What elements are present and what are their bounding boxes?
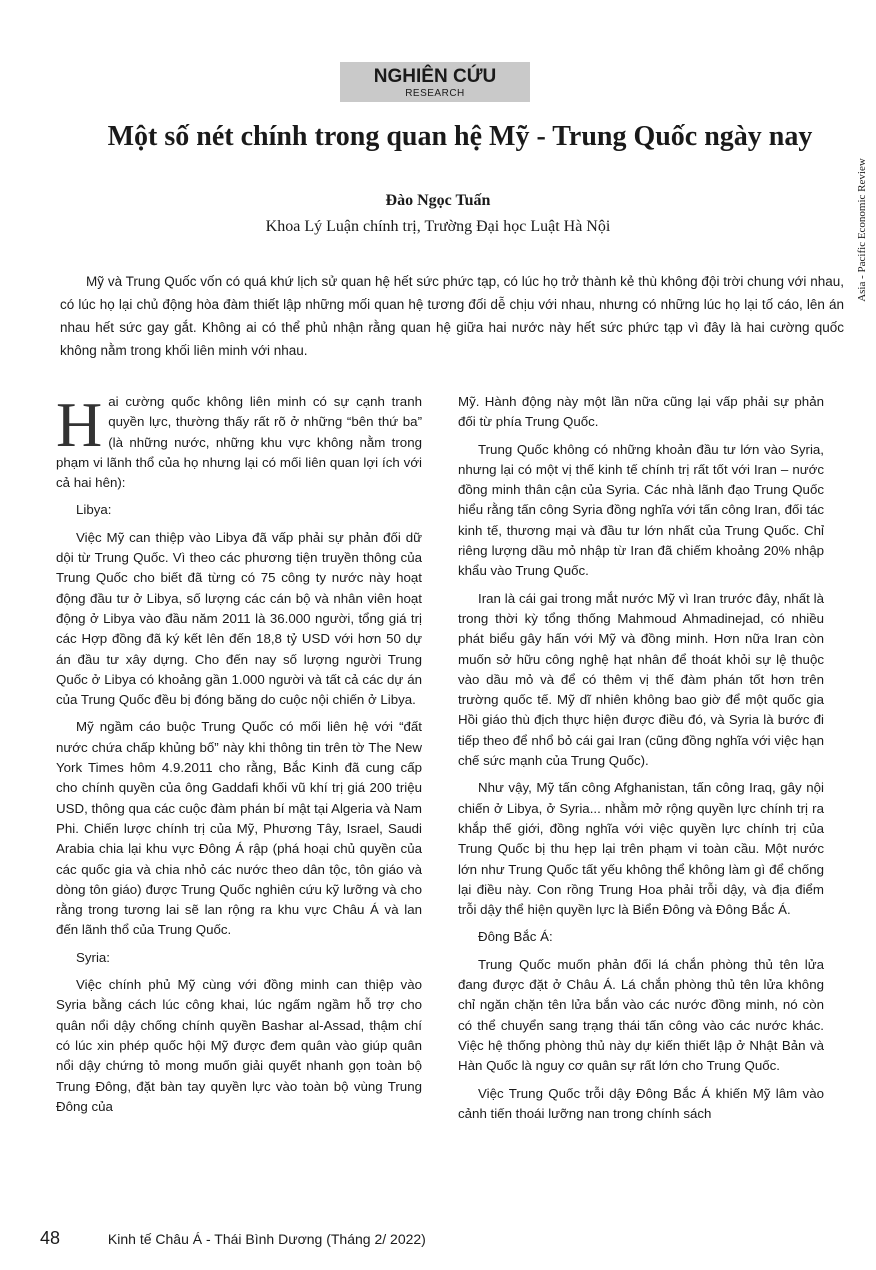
paragraph: Trung Quốc không có những khoản đầu tư lớn vào Syria, nhưng lại có một vị thế kinh tế chính trị rất tốt với Iran – nước đồng minh thân cận của Syria. Các nhà lãnh đạo Trung Quốc hiểu rằng tấn công Syria đồng nghĩa với tấn công Iran, đối tác kinh tế, thương mại và đầu tư lớn nhất của Trung Quốc. Chỉ riêng lượng dầu mỏ nhập từ Iran đã chiếm khoảng 20% nhập khẩu vào Trung Quốc. <box>458 441 824 579</box>
abstract: Mỹ và Trung Quốc vốn có quá khứ lịch sử quan hệ hết sức phức tạp, có lúc họ trở thành kẻ thù không đội trời chung với nhau, có lúc họ lại chủ động hòa đàm thiết lập những mối quan hệ tương đối dễ chịu với nhau, nhưng có những lúc họ lại tố cáo, lên án nhau hết sức gay gắt. Không ai có thể phủ nhận rằng quan hệ giữa hai nước này hết sức phức tạp vì đây là hai cường quốc không nằm trong khối liên minh với nhau. <box>60 274 844 358</box>
paragraph: Việc Trung Quốc trỗi dậy Đông Bắc Á khiến Mỹ lâm vào cảnh tiến thoái lưỡng nan trong chính sách <box>458 1085 824 1121</box>
author-affiliation: Khoa Lý Luận chính trị, Trường Đại học Luật Hà Nội <box>265 218 611 235</box>
paragraph <box>56 389 422 493</box>
paragraph: Việc chính phủ Mỹ cùng với đồng minh can thiệp vào Syria bằng cách lúc công khai, lúc ngấm ngầm hỗ trợ cho quân nổi dậy chống chính quyền Bashar al-Assad, thậm chí có lúc xin phép quốc hội Mỹ được đem quân vào giúp quân nổi dậy chứng tỏ mong muốn giải quyết nhanh gọn toàn bộ Trung Đông, đặt bàn tay quyền lực vào toàn bộ vùng Trung Đông của <box>56 977 422 1114</box>
paragraph-text: ai cường quốc không liên minh có sự cạnh tranh quyền lực, thường thấy rất rõ ở những “bên thứ ba” (là những nước, những khu vực không nằm trong phạm vi lãnh thổ của họ nhưng lại có mối liên quan lợi ích với cả hai hên): <box>56 394 422 491</box>
article-title: Một số nét chính trong quan hệ Mỹ - Trung Quốc ngày nay <box>107 121 813 152</box>
paragraph: Trung Quốc muốn phản đối lá chắn phòng thủ tên lửa đang được đặt ở Châu Á. Lá chắn phòng thủ tên lửa không chỉ ngăn chặn tên lửa bắn vào các nước đồng minh, nó còn có thể chuyển sang trạng thái tấn công vào các nước khác. Việc hệ thống phòng thủ này dự kiến thiết lập ở Nhật Bản và Hàn Quốc là nguy cơ quân sự rất lớn cho Trung Quốc. <box>458 956 824 1074</box>
author-name: Đào Ngọc Tuấn <box>385 192 491 209</box>
journal-name: Kinh tế Châu Á - Thái Bình Dương (Tháng 2/ 2022) <box>107 1231 426 1247</box>
paragraph: Iran là cái gai trong mắt nước Mỹ vì Iran trước đây, nhất là trong thời kỳ tổng thống Mahmoud Ahmadinejad, có nhiều phát biểu gây hấn với Mỹ và đồng minh. Hơn nữa Iran còn muốn sở hữu công nghệ hạt nhân để thoát khỏi sự lệ thuộc vào dầu mỏ và để có thêm vị thế đàm phán tốt hơn trên trường quốc tế. Mỹ dĩ nhiên không bao giờ để một quốc gia Hồi giáo thù địch thực hiện được điều đó, và Syria là bước đi tiếp theo để nhổ bỏ cái gai Iran (cũng đồng nghĩa với việc hạn chế sức mạnh của Trung Quốc). <box>458 590 824 769</box>
right-column <box>458 392 824 1131</box>
paragraph: Như vậy, Mỹ tấn công Afghanistan, tấn công Iraq, gây nội chiến ở Libya, ở Syria... nhằm mở rộng quyền lực chính trị ra khắp thế giới, đồng nghĩa với việc quyền lực chính trị của Trung Quốc bị thu hẹp lại trên phạm vi toàn cầu. Một nước lớn như Trung Quốc tất yếu không thể không làm gì để chống lại điều này. Con rồng Trung Hoa phải trỗi dậy, và địa điểm trỗi dậy thể hiện quyền lực là Biển Đông và Đông Bắc Á. <box>458 780 824 918</box>
section-banner <box>340 62 530 102</box>
section-sublabel: RESEARCH <box>405 88 465 99</box>
side-label-text: Asia - Pacific Economic Review <box>856 158 868 302</box>
left-column <box>56 389 422 1124</box>
page-number: 48 <box>40 1228 61 1248</box>
paragraph: Việc Mỹ can thiệp vào Libya đã vấp phải sự phản đối dữ dội từ Trung Quốc. Vì theo các phương tiện truyền thông của Trung Quốc cho biết đã từng có 75 công ty nước này hoạt động đầu tư ở Libya, số lượng các cán bộ và nhân viên hoạt động ở Libya vào đầu năm 2011 là 36.000 người, tổng giá trị các Hợp đồng đã ký kết lên đến 18,8 tỷ USD với hơn 50 dự án đầu tư xây dựng. Cho đến nay số lượng người Trung Quốc ở Libya có khoảng gần 1.000 người và tất cả các dự án của Trung Quốc đều bị đóng băng do cuộc nội chiến ở Libya. <box>56 529 422 708</box>
subheading-dong-bac-a: Đông Bắc Á: <box>478 929 553 945</box>
drop-cap: H <box>56 389 103 460</box>
subheading-syria: Syria: <box>76 949 110 965</box>
subheading-libya: Libya: <box>76 502 112 518</box>
paragraph: Mỹ. Hành động này một lần nữa cũng lại vấp phải sự phản đối từ phía Trung Quốc. <box>458 394 824 430</box>
section-label: NGHIÊN CỨU <box>373 66 497 87</box>
paragraph: Mỹ ngầm cáo buộc Trung Quốc có mối liên hệ với “đất nước chứa chấp khủng bố” này khi thông tin trên tờ The New York Times hôm 4.9.2011 cho rằng, Bắc Kinh đã cung cấp cho chính quyền của ông Gaddafi khối vũ khí trị giá 200 triệu USD, thông qua các cuộc đàm phán bí mật tại Algeria và Nam Phi. Chiến lược chính trị của Mỹ, Phương Tây, Israel, Saudi Arabia chia lại khu vực Đông Á rập (phá hoại chủ quyền của các quốc gia và chia nhỏ các nước theo dân tộc, tôn giáo và dòng tôn giáo) được Trung Quốc nghiên cứu kỹ lưỡng và cho rằng trong tương lai sẽ lan rộng ra khu vực Châu Á và lan đến lãnh thổ của Trung Quốc. <box>56 719 422 938</box>
page-footer <box>40 1228 426 1249</box>
